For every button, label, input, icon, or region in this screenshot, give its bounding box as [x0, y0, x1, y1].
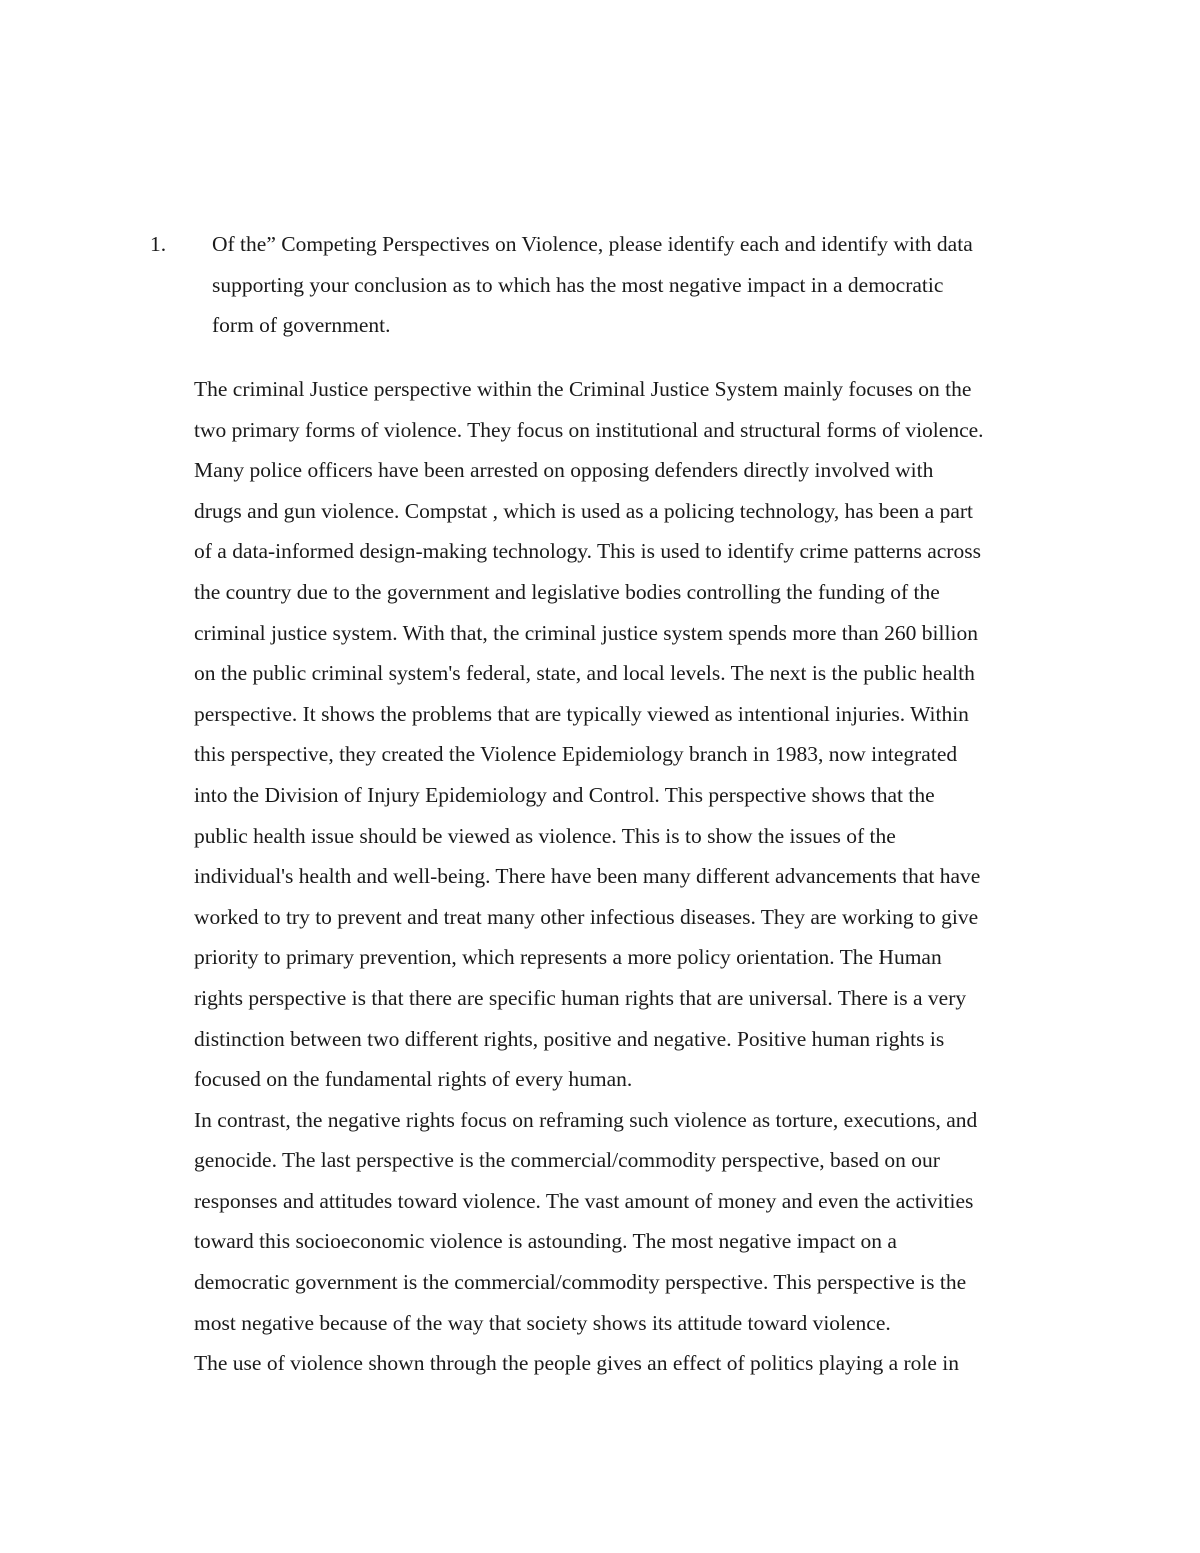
answer-line: distinction between two different rights, positive and negative. Positive human rights is	[194, 1026, 945, 1051]
answer-line: democratic government is the commercial/commodity perspective. This perspective is the	[194, 1270, 967, 1295]
answer-line: Many police officers have been arrested on opposing defenders directly involved with	[194, 458, 934, 483]
answer-line: most negative because of the way that society shows its attitude toward violence.	[194, 1310, 891, 1335]
answer-line: of a data-informed design-making technology. This is used to identify crime patterns across	[194, 539, 981, 564]
answer-line: drugs and gun violence. Compstat , which is used as a policing technology, has been a part	[194, 498, 973, 523]
question-line: Of the” Competing Perspectives on Violence, please identify each and identify with data	[212, 232, 973, 256]
answer-line: In contrast, the negative rights focus on reframing such violence as torture, executions, and	[194, 1107, 978, 1132]
answer-line: on the public criminal system's federal, state, and local levels. The next is the public health	[194, 661, 975, 686]
answer-line: genocide. The last perspective is the commercial/commodity perspective, based on our	[194, 1148, 940, 1173]
question-number: 1.	[150, 232, 167, 256]
answer-line: into the Division of Injury Epidemiology and Control. This perspective shows that the	[194, 782, 935, 807]
answer-line: focused on the fundamental rights of every human.	[194, 1067, 633, 1092]
answer-line: The criminal Justice perspective within the Criminal Justice System mainly focuses on the	[194, 377, 972, 401]
answer-line: toward this socioeconomic violence is astounding. The most negative impact on a	[194, 1229, 897, 1254]
answer-line: priority to primary prevention, which represents a more policy orientation. The Human	[194, 945, 942, 970]
question-line: supporting your conclusion as to which has the most negative impact in a democratic	[212, 272, 944, 297]
answer-line: individual's health and well-being. There have been many different advancements that have	[194, 864, 981, 889]
answer-body	[194, 369, 1094, 1384]
answer-line: this perspective, they created the Violence Epidemiology branch in 1983, now integrated	[194, 742, 958, 767]
answer-line: rights perspective is that there are specific human rights that are universal. There is a very	[194, 985, 967, 1010]
answer-line: criminal justice system. With that, the criminal justice system spends more than 260 billion	[194, 620, 978, 645]
answer-line: responses and attitudes toward violence. The vast amount of money and even the activities	[194, 1188, 974, 1213]
question-item	[150, 224, 1050, 346]
answer-line: two primary forms of violence. They focus on institutional and structural forms of violence.	[194, 417, 984, 442]
answer-line: The use of violence shown through the people gives an effect of politics playing a role in	[194, 1351, 960, 1376]
answer-line: worked to try to prevent and treat many other infectious diseases. They are working to give	[194, 904, 979, 929]
question-line: form of government.	[212, 313, 391, 337]
answer-line: perspective. It shows the problems that are typically viewed as intentional injuries. Within	[194, 701, 969, 726]
answer-line: the country due to the government and legislative bodies controlling the funding of the	[194, 579, 940, 604]
answer-line: public health issue should be viewed as violence. This is to show the issues of the	[194, 823, 896, 848]
